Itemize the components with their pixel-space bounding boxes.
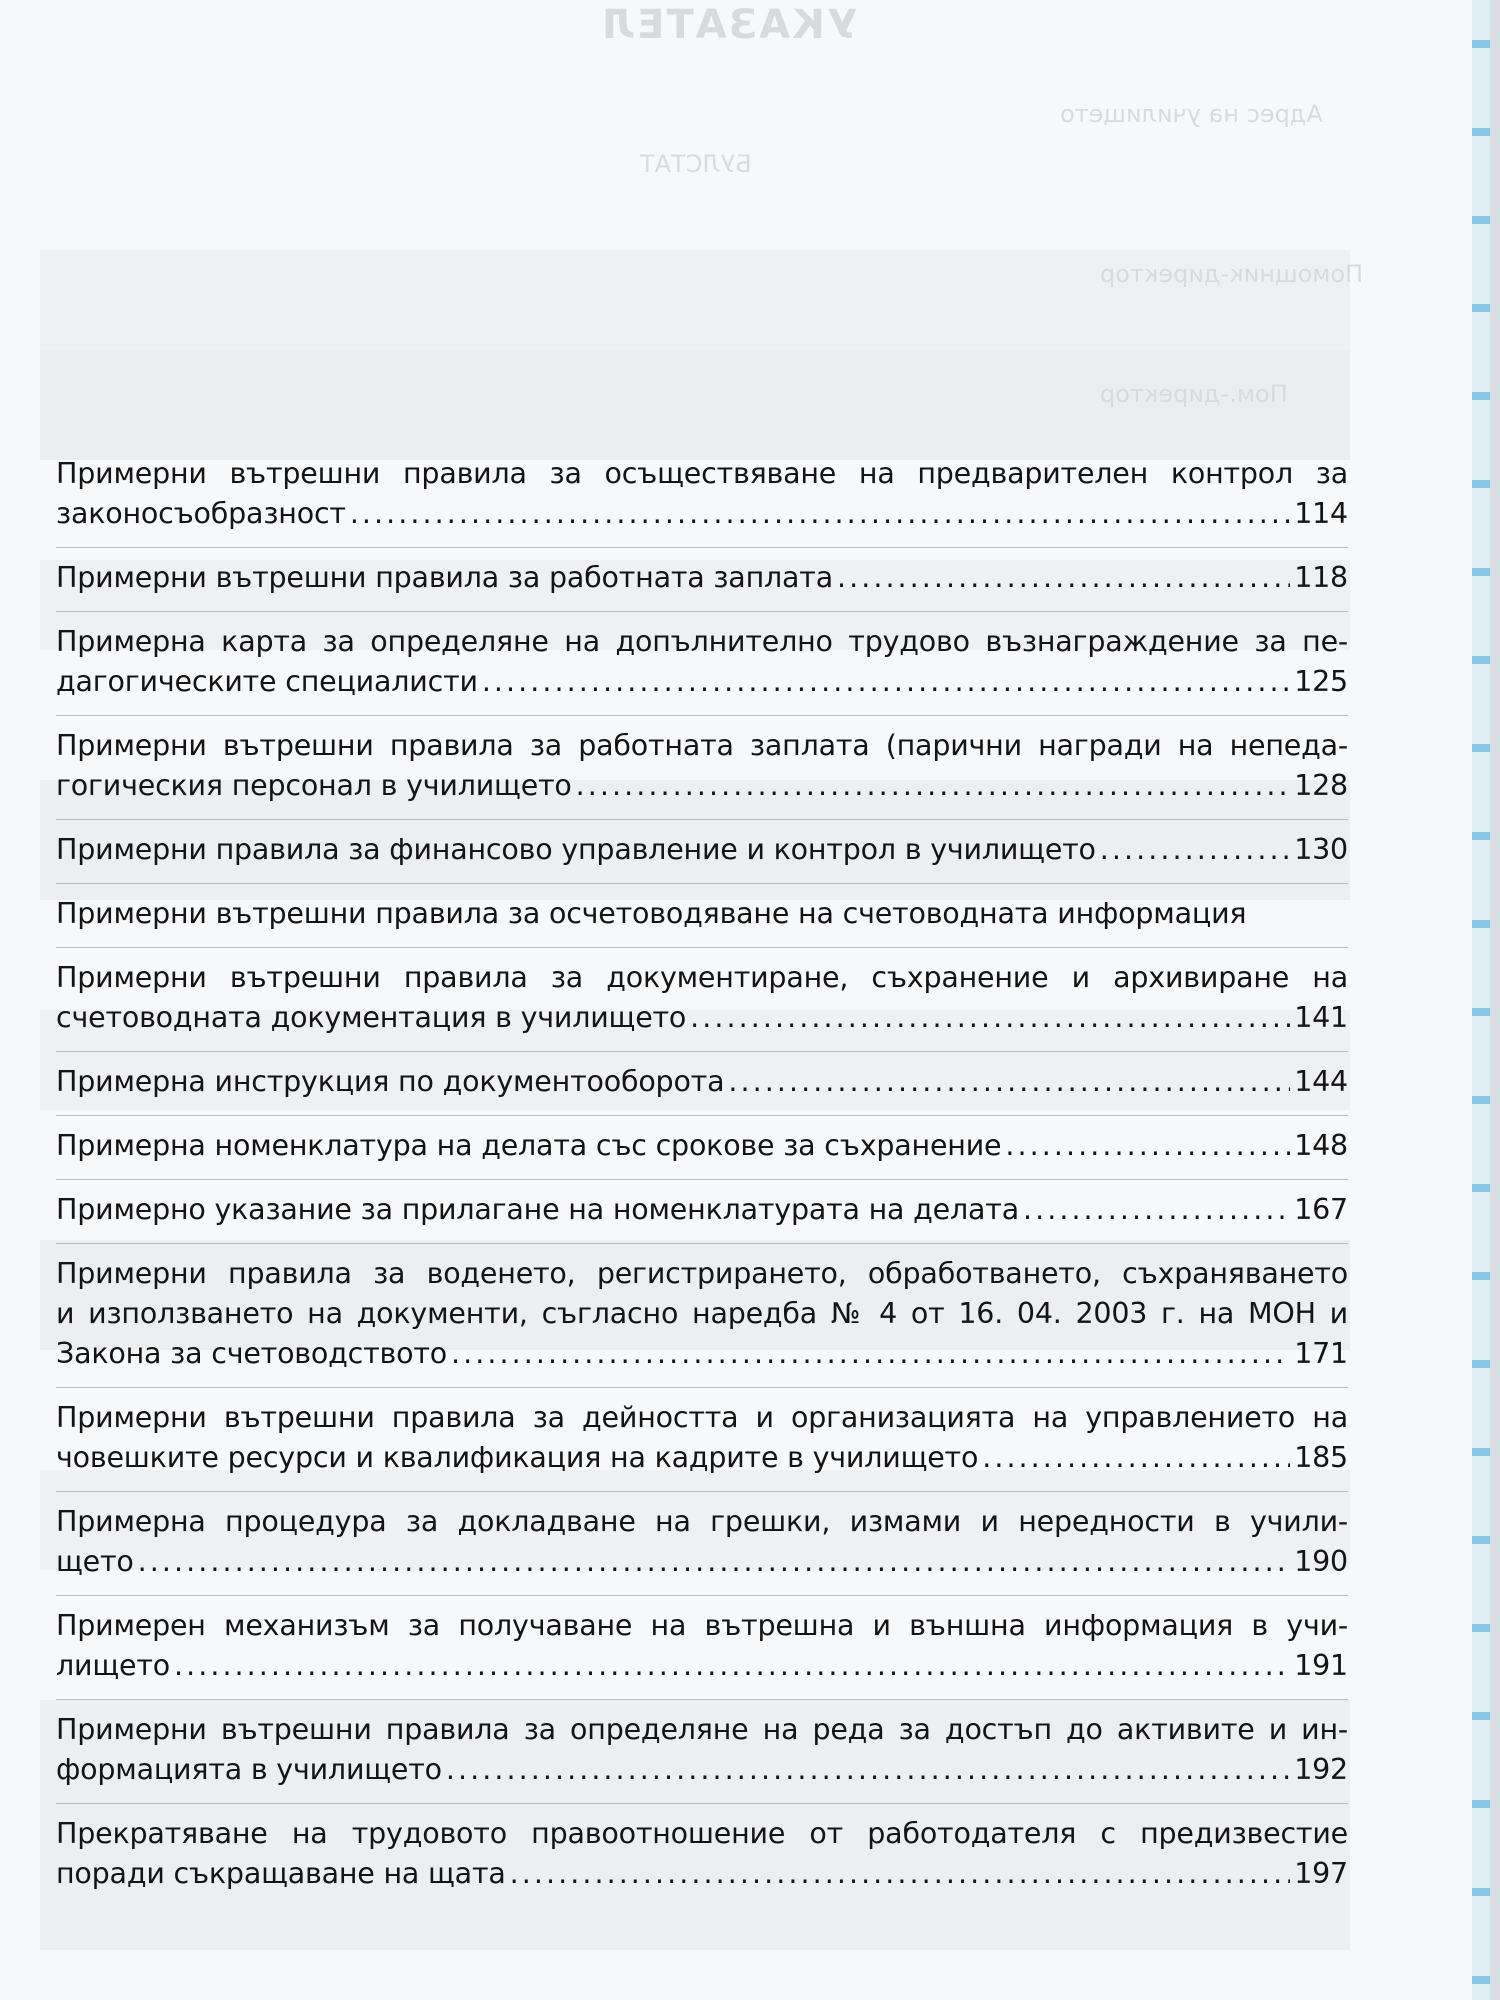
ghost-text: Адрес на училището [1060,100,1323,128]
toc-entry[interactable] [56,1190,1348,1244]
toc-entry-last-line [56,1854,1348,1894]
toc-entry[interactable] [56,958,1348,1052]
toc-entry-last-line [56,1334,1348,1374]
toc-entry-last-line [56,1438,1348,1478]
dot-leader [837,558,1290,598]
toc-entry-title-line: лището [56,1649,170,1682]
toc-entry-title-line: Примерна номенклатура на делата със срокове за съхранение [56,1129,1002,1162]
dot-leader [510,1854,1291,1894]
toc-entry-title-line: Примерни правила за финансово управление и контрол в училището [56,833,1096,866]
toc-entry-last-line [56,998,1348,1038]
dot-leader [482,662,1290,702]
toc-page-number: 167 [1294,1193,1348,1226]
toc-page-number: 118 [1294,561,1348,594]
toc-page-number: 171 [1294,1337,1348,1370]
toc-entry-last-line [56,494,1348,534]
ghost-text: БУЛСТАТ [640,150,752,178]
toc-entry-title-line: Примерна карта за определяне на допълнително трудово възнаграждение за пе- [56,625,1348,658]
toc-entry[interactable] [56,894,1348,948]
toc-page-number: 197 [1294,1857,1348,1890]
toc-entry[interactable] [56,1502,1348,1596]
toc-page-number: 191 [1294,1649,1348,1682]
toc-entry-title-line: щето [56,1545,134,1578]
toc-page-number: 128 [1294,769,1348,802]
toc-entry-title-line: законосъобразност [56,497,346,530]
toc-entry-title-line: Примерни вътрешни правила за документиране, съхранение и архивиране на [56,961,1348,994]
toc-entry[interactable] [56,1254,1348,1388]
page-edge-tabs [1472,0,1490,2000]
toc-entry-last-line [56,1750,1348,1790]
toc-entry[interactable] [56,726,1348,820]
dot-leader [576,766,1291,806]
toc-page-number: 148 [1294,1129,1348,1162]
dot-leader [1100,830,1290,870]
toc-page-number: 141 [1294,1001,1348,1034]
toc-entry-title-line: и използването на документи, съгласно наредба № 4 от 16. 04. 2003 г. на МОН и [56,1297,1348,1330]
toc-page-number: 144 [1294,1065,1348,1098]
toc-entry-title-line: Примерни вътрешни правила за осъществяване на предварителен контрол за [56,457,1348,490]
toc-entry[interactable] [56,622,1348,716]
toc-entry-title-line: Примерни вътрешни правила за дейността и организацията на управлението на [56,1401,1348,1434]
toc-entry-title-line: Прекратяване на трудовото правоотношение от работодателя с предизвестие [56,1817,1348,1850]
toc-entry-last-line [56,1062,1348,1102]
dot-leader [350,494,1290,534]
ghost-heading: УКАЗАТЕЛ [600,2,858,48]
toc-entry-title-line: Примерни вътрешни правила за работната заплата (парични награди на непеда- [56,729,1348,762]
toc-entry[interactable] [56,1398,1348,1492]
toc-entry-last-line [56,1646,1348,1686]
toc-entry-title-line: дагогическите специалисти [56,665,478,698]
toc-entry-title-line: счетоводната документация в училището [56,1001,687,1034]
dot-leader [446,1750,1290,1790]
toc-page-number: 192 [1294,1753,1348,1786]
toc-entry-last-line [56,1542,1348,1582]
toc-entry[interactable] [56,454,1348,548]
toc-entry-title-line: Примерни вътрешни правила за осчетоводяване на счетоводната информация [56,897,1247,930]
toc-page-number: 125 [1294,665,1348,698]
toc-entry-last-line [56,1190,1348,1230]
toc-entry-last-line [56,558,1348,598]
dot-leader [1023,1190,1290,1230]
dot-leader [1005,1126,1290,1166]
table-of-contents [56,454,1348,1917]
toc-entry[interactable] [56,1814,1348,1907]
toc-entry-title-line: Примерни вътрешни правила за работната заплата [56,561,833,594]
toc-page-number: 114 [1294,497,1348,530]
toc-entry[interactable] [56,1606,1348,1700]
toc-entry-title-line: поради съкращаване на щата [56,1857,506,1890]
toc-entry-title-line: Примерна процедура за докладване на грешки, измами и нередности в учили- [56,1505,1348,1538]
dot-leader [138,1542,1291,1582]
toc-entry-last-line [56,1126,1348,1166]
toc-entry-title-line: Примерно указание за прилагане на номенклатурата на делата [56,1193,1019,1226]
toc-entry-title-line: Примерни правила за воденето, регистрирането, обработването, съхраняването [56,1257,1348,1290]
toc-entry-last-line [56,766,1348,806]
toc-entry-title-line: човешките ресурси и квалификация на кадрите в училището [56,1441,979,1474]
ghost-table-band [40,350,1350,460]
toc-entry[interactable] [56,1062,1348,1116]
toc-page-number: 190 [1294,1545,1348,1578]
toc-entry-title-line: Примерни вътрешни правила за определяне на реда за достъп до активите и ин- [56,1713,1348,1746]
ghost-text: Пом.-директор [1100,380,1288,408]
toc-entry-last-line [56,894,1348,934]
toc-entry[interactable] [56,1710,1348,1804]
toc-page-number: 185 [1294,1441,1348,1474]
toc-entry-title-line: Примерен механизъм за получаване на вътрешна и външна информация в учи- [56,1609,1348,1642]
toc-page-number: 130 [1294,833,1348,866]
toc-entry[interactable] [56,830,1348,884]
toc-entry-title-line: формацията в училището [56,1753,442,1786]
ghost-table-band [40,250,1350,350]
dot-leader [728,1062,1290,1102]
toc-entry[interactable] [56,1126,1348,1180]
toc-entry[interactable] [56,558,1348,612]
toc-entry-title-line: Закона за счетоводството [56,1337,447,1370]
ghost-text: Помощник-директор [1100,260,1364,288]
dot-leader [451,1334,1290,1374]
dot-leader [174,1646,1290,1686]
toc-entry-title-line: гогическия персонал в училището [56,769,572,802]
toc-entry-last-line [56,830,1348,870]
toc-entry-title-line: Примерна инструкция по документооборота [56,1065,725,1098]
dot-leader [982,1438,1290,1478]
dot-leader [690,998,1290,1038]
toc-entry-last-line [56,662,1348,702]
